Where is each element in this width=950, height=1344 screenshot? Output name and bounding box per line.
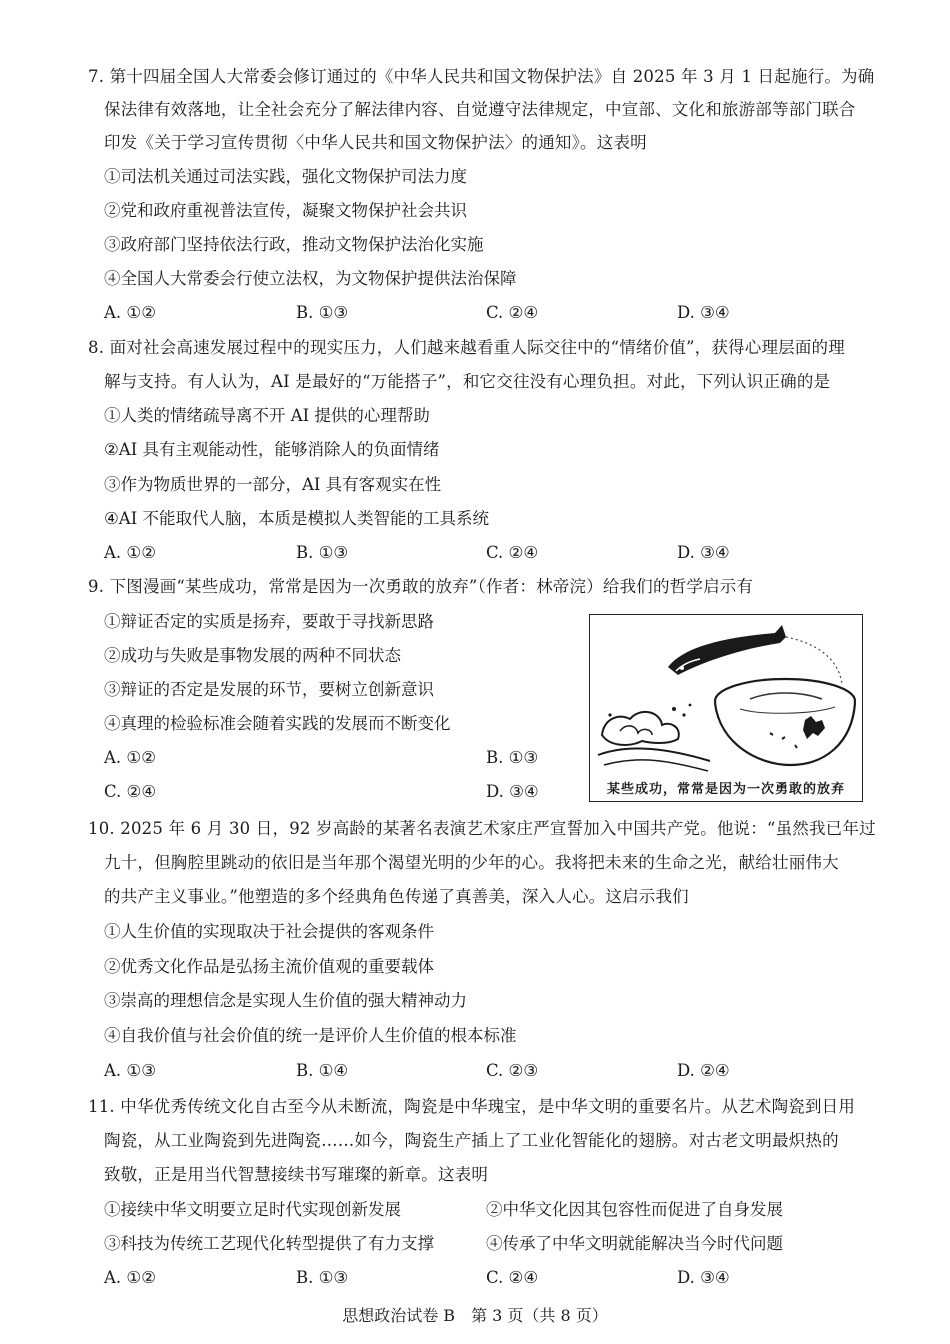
comic-caption: 某些成功，常常是因为一次勇敢的放弃	[606, 782, 845, 797]
q9-answer-d[interactable]: D. ③④	[486, 782, 539, 801]
q9-item-4: ④真理的检验标准会随着实践的发展而不断变化	[104, 714, 451, 733]
q8-stem-line-2: 解与支持。有人认为，AI 是最好的“万能搭子”，和它交往没有心理负担。对此，下列认识正确的是	[104, 372, 831, 391]
q7-item-4: ④全国人大常委会行使立法权，为文物保护提供法治保障	[104, 269, 517, 288]
q9-stem-line-1: 9. 下图漫画“某些成功，常常是因为一次勇敢的放弃”（作者：林帝浣）给我们的哲学启示有	[88, 577, 754, 596]
q10-item-2: ②优秀文化作品是弘扬主流价值观的重要载体	[104, 957, 434, 976]
q11-answer-a[interactable]: A. ①②	[104, 1268, 156, 1287]
q8-item-4: ④AI 不能取代人脑，本质是模拟人类智能的工具系统	[104, 509, 489, 528]
q10-answer-b[interactable]: B. ①④	[296, 1061, 349, 1080]
q9-item-1: ①辩证否定的实质是扬弃，要敢于寻找新思路	[104, 612, 434, 631]
q10-answer-a[interactable]: A. ①③	[104, 1061, 156, 1080]
q9-item-3: ③辩证的否定是发展的环节，要树立创新意识	[104, 680, 434, 699]
q7-item-1: ①司法机关通过司法实践，强化文物保护司法力度	[104, 167, 467, 186]
q10-stem-line-2: 九十，但胸腔里跳动的依旧是当年那个渴望光明的少年的心。我将把未来的生命之光，献给壮丽伟大	[104, 853, 839, 872]
q10-item-3: ③崇高的理想信念是实现人生价值的强大精神动力	[104, 991, 467, 1010]
q8-answer-d[interactable]: D. ③④	[677, 543, 730, 562]
q11-stem-line-3: 致敬，正是用当代智慧接续书写璀璨的新章。这表明	[104, 1165, 489, 1184]
q11-stem-line-2: 陶瓷，从工业陶瓷到先进陶瓷……如今，陶瓷生产插上了工业化智能化的翅膀。对古老文明最炽热的	[104, 1131, 839, 1150]
q7-answer-d[interactable]: D. ③④	[677, 303, 730, 322]
fish-leaping-bowl-drawing	[590, 615, 861, 775]
q7-stem-line-3: 印发《关于学习宣传贯彻〈中华人民共和国文物保护法〉的通知》。这表明	[104, 133, 647, 152]
q10-stem-line-3: 的共产主义事业。”他塑造的多个经典角色传递了真善美，深入人心。这启示我们	[104, 887, 689, 906]
q8-item-3: ③作为物质世界的一部分，AI 具有客观实在性	[104, 475, 442, 494]
q10-answer-c[interactable]: C. ②③	[486, 1061, 539, 1080]
q8-answer-a[interactable]: A. ①②	[104, 543, 156, 562]
q9-answer-a[interactable]: A. ①②	[104, 748, 156, 767]
q11-item-3: ③科技为传统工艺现代化转型提供了有力支撑	[104, 1234, 434, 1253]
q7-item-3: ③政府部门坚持依法行政，推动文物保护法治化实施	[104, 235, 484, 254]
comic-illustration	[589, 614, 863, 802]
q10-stem-line-1: 10. 2025 年 6 月 30 日，92 岁高龄的某著名表演艺术家庄严宣誓加入中国共产党。他说：“虽然我已年过	[88, 819, 876, 838]
q11-answer-c[interactable]: C. ②④	[486, 1268, 539, 1287]
q8-stem-line-1: 8. 面对社会高速发展过程中的现实压力，人们越来越看重人际交往中的“情绪价值”，获得心理层面的理	[88, 338, 845, 357]
q7-item-2: ②党和政府重视普法宣传，凝聚文物保护社会共识	[104, 201, 467, 220]
q11-answer-b[interactable]: B. ①③	[296, 1268, 349, 1287]
q11-item-4: ④传承了中华文明就能解决当今时代问题	[486, 1234, 783, 1253]
q7-answer-c[interactable]: C. ②④	[486, 303, 539, 322]
q7-answer-a[interactable]: A. ①②	[104, 303, 156, 322]
q10-item-1: ①人生价值的实现取决于社会提供的客观条件	[104, 922, 434, 941]
q11-item-2: ②中华文化因其包容性而促进了自身发展	[486, 1200, 783, 1219]
q11-answer-d[interactable]: D. ③④	[677, 1268, 730, 1287]
page-footer: 思想政治试卷 B 第 3 页（共 8 页）	[342, 1306, 608, 1325]
q7-stem-line-1: 7. 第十四届全国人大常委会修订通过的《中华人民共和国文物保护法》自 2025 年 3 月 1 日起施行。为确	[88, 67, 875, 86]
q8-answer-b[interactable]: B. ①③	[296, 543, 349, 562]
q7-answer-b[interactable]: B. ①③	[296, 303, 349, 322]
q8-item-1: ①人类的情绪疏导离不开 AI 提供的心理帮助	[104, 406, 430, 425]
q10-item-4: ④自我价值与社会价值的统一是评价人生价值的根本标准	[104, 1026, 517, 1045]
q8-answer-c[interactable]: C. ②④	[486, 543, 539, 562]
q11-item-1: ①接续中华文明要立足时代实现创新发展	[104, 1200, 401, 1219]
fish-icon	[668, 625, 786, 675]
q9-answer-b[interactable]: B. ①③	[486, 748, 539, 767]
q11-stem-line-1: 11. 中华优秀传统文化自古至今从未断流，陶瓷是中华瑰宝，是中华文明的重要名片。从艺术陶瓷到日用	[88, 1097, 856, 1116]
q9-answer-c[interactable]: C. ②④	[104, 782, 157, 801]
q10-answer-d[interactable]: D. ②④	[677, 1061, 730, 1080]
q9-item-2: ②成功与失败是事物发展的两种不同状态	[104, 646, 401, 665]
q7-stem-line-2: 保法律有效落地，让全社会充分了解法律内容、自觉遵守法律规定，中宣部、文化和旅游部等部门联合	[104, 100, 856, 119]
q8-item-2: ②AI 具有主观能动性，能够消除人的负面情绪	[104, 440, 440, 459]
